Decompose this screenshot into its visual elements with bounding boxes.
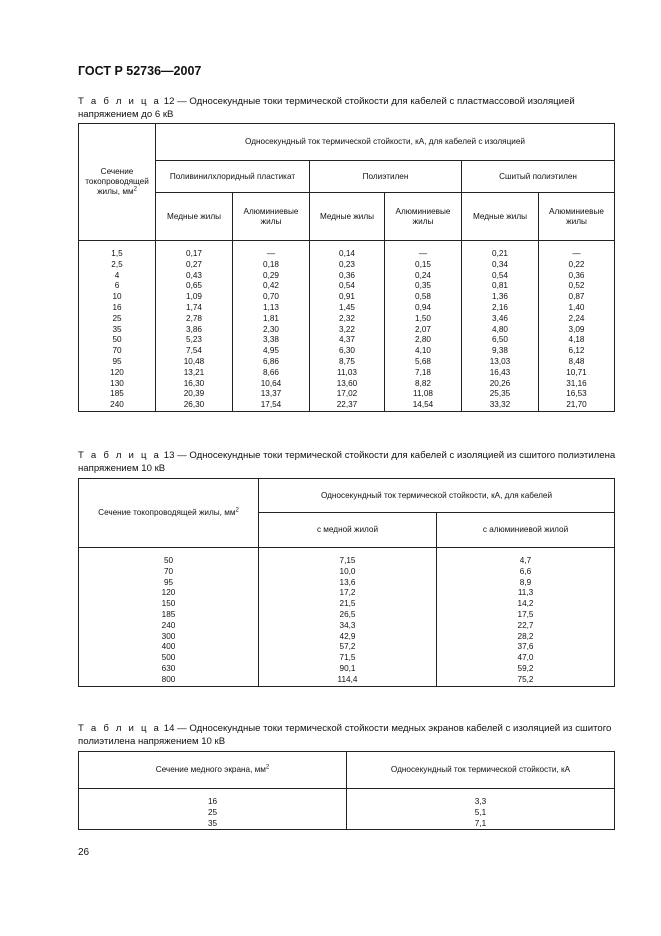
table-cell: 7,15 [259, 548, 437, 567]
table-cell: 8,66 [233, 368, 310, 379]
table-row [79, 675, 615, 686]
table-row [79, 292, 615, 303]
table-cell: 4,18 [539, 335, 615, 346]
table-cell: 17,2 [259, 588, 437, 599]
table-cell: 3,86 [156, 325, 233, 336]
table-cell: 3,3 [347, 789, 615, 808]
table-cell: 9,38 [462, 346, 539, 357]
table-row [79, 260, 615, 271]
table-row [79, 642, 615, 653]
table-cell: 0,15 [385, 260, 462, 271]
table-cell: 14,54 [385, 400, 462, 411]
table-row [79, 314, 615, 325]
table-cell: 10 [79, 292, 156, 303]
table-cell: 630 [79, 664, 259, 675]
table-cell: 185 [79, 610, 259, 621]
table-cell: 1,40 [539, 303, 615, 314]
table-cell: 10,64 [233, 379, 310, 390]
table13-copper-header: с медной жилой [259, 513, 437, 548]
table-cell: 2,5 [79, 260, 156, 271]
table-cell: 35 [79, 819, 347, 830]
table14-current-header: Односекундный ток термической стойкости, кА [347, 752, 615, 789]
table-cell: 3,38 [233, 335, 310, 346]
table-cell: 1,45 [310, 303, 385, 314]
table13-caption [78, 449, 616, 475]
table13-aluminium-header: с алюминиевой жилой [437, 513, 615, 548]
table-cell: 0,27 [156, 260, 233, 271]
table-row [79, 325, 615, 336]
table-cell: 4,7 [437, 548, 615, 567]
table-cell: 0,42 [233, 281, 310, 292]
table-cell: 114,4 [259, 675, 437, 686]
table12-pe-aluminium-header: Алюминиевые жилы [385, 193, 462, 241]
table-cell: 0,29 [233, 271, 310, 282]
table-row [79, 271, 615, 282]
table-cell: 34,3 [259, 621, 437, 632]
table-row [79, 789, 615, 808]
table14-section-header: Сечение медного экрана, $мм^2$ [79, 752, 347, 789]
table-cell: 16,30 [156, 379, 233, 390]
table-cell: 8,48 [539, 357, 615, 368]
table-row [79, 653, 615, 664]
table-cell: 59,2 [437, 664, 615, 675]
table-cell: 2,32 [310, 314, 385, 325]
table-cell: 240 [79, 400, 156, 411]
table-cell: 13,21 [156, 368, 233, 379]
table-cell: 4,80 [462, 325, 539, 336]
table-cell: 2,24 [539, 314, 615, 325]
table-cell: 1,50 [385, 314, 462, 325]
table-cell: 0,52 [539, 281, 615, 292]
table14-caption [78, 722, 616, 748]
table-cell: 0,87 [539, 292, 615, 303]
table-row [79, 548, 615, 567]
table-cell: 500 [79, 653, 259, 664]
table-cell: 0,22 [539, 260, 615, 271]
table-cell: 1,13 [233, 303, 310, 314]
table-cell: 0,18 [233, 260, 310, 271]
table12-xlpe-aluminium-header: Алюминиевые жилы [539, 193, 615, 241]
table-row [79, 303, 615, 314]
table-cell: 800 [79, 675, 259, 686]
table-cell: — [539, 241, 615, 260]
table-cell: 1,81 [233, 314, 310, 325]
table-cell: 120 [79, 368, 156, 379]
table-row [79, 610, 615, 621]
table-cell: 10,48 [156, 357, 233, 368]
table-cell: 20,26 [462, 379, 539, 390]
table-row [79, 379, 615, 390]
table-cell: 31,16 [539, 379, 615, 390]
table-cell: 2,16 [462, 303, 539, 314]
table-cell: 26,30 [156, 400, 233, 411]
table12-section-header: Сечение токопроводящей жилы, $мм^2$ [79, 124, 156, 241]
table-cell: 2,07 [385, 325, 462, 336]
table-cell: — [385, 241, 462, 260]
table-cell: 14,2 [437, 599, 615, 610]
table-cell: 37,6 [437, 642, 615, 653]
table-cell: 3,22 [310, 325, 385, 336]
table-cell: 130 [79, 379, 156, 390]
table-cell: 0,81 [462, 281, 539, 292]
table-cell: 35 [79, 325, 156, 336]
table12-xlpe-copper-header: Медные жилы [462, 193, 539, 241]
table-cell: 1,74 [156, 303, 233, 314]
table-cell: 11,08 [385, 389, 462, 400]
table-cell: 0,54 [310, 281, 385, 292]
table-cell: 16 [79, 303, 156, 314]
table-cell: 50 [79, 548, 259, 567]
table12-group-header: Односекундный ток термической стойкости, кА, для кабелей с изоляцией [156, 124, 615, 161]
table-cell: 185 [79, 389, 156, 400]
table-cell: 6,6 [437, 567, 615, 578]
table-cell: 42,9 [259, 632, 437, 643]
table-cell: 71,5 [259, 653, 437, 664]
table-cell: 3,09 [539, 325, 615, 336]
table13-label: Т а б л и ц а [78, 450, 162, 461]
table-cell: 5,23 [156, 335, 233, 346]
table-cell: 0,36 [539, 271, 615, 282]
document-header: ГОСТ Р 52736—2007 [78, 64, 202, 78]
table-cell: 4,95 [233, 346, 310, 357]
table-cell: 0,21 [462, 241, 539, 260]
table-cell: 57,2 [259, 642, 437, 653]
table-row [79, 281, 615, 292]
table-cell: 8,75 [310, 357, 385, 368]
table-cell: 1,09 [156, 292, 233, 303]
table-cell: 2,80 [385, 335, 462, 346]
table-row [79, 389, 615, 400]
table-cell: 0,70 [233, 292, 310, 303]
table14 [78, 751, 615, 830]
table12-label: Т а б л и ц а [78, 96, 162, 107]
table-cell: 0,23 [310, 260, 385, 271]
table12-pe-copper-header: Медные жилы [310, 193, 385, 241]
table12-pvc-copper-header: Медные жилы [156, 193, 233, 241]
table-cell: — [233, 241, 310, 260]
table-row [79, 578, 615, 589]
table-cell: 0,94 [385, 303, 462, 314]
table-cell: 17,02 [310, 389, 385, 400]
table-cell: 120 [79, 588, 259, 599]
table-cell: 7,54 [156, 346, 233, 357]
table-cell: 11,3 [437, 588, 615, 599]
table-cell: 47,0 [437, 653, 615, 664]
table13-caption-text: 13 — Односекундные токи термической стойкости для кабелей с изоляцией из сшитого полиэтилена напряжением 10 кВ [78, 450, 616, 474]
table-cell: 25 [79, 808, 347, 819]
table-cell: 50 [79, 335, 156, 346]
table-cell: 16,53 [539, 389, 615, 400]
table-cell: 26,5 [259, 610, 437, 621]
table-row [79, 335, 615, 346]
table12-caption-text: 12 — Односекундные токи термической стойкости для кабелей с пластмассовой изоляцией напряжением до 6 кВ [78, 96, 575, 120]
table-cell: 6,12 [539, 346, 615, 357]
table-row [79, 400, 615, 411]
table-cell: 0,54 [462, 271, 539, 282]
table-cell: 3,46 [462, 314, 539, 325]
table-cell: 4 [79, 271, 156, 282]
table-cell: 0,34 [462, 260, 539, 271]
table-row [79, 357, 615, 368]
table-row [79, 346, 615, 357]
table-cell: 21,5 [259, 599, 437, 610]
table-cell: 1,5 [79, 241, 156, 260]
table-cell: 6 [79, 281, 156, 292]
table-cell: 0,35 [385, 281, 462, 292]
table-cell: 95 [79, 357, 156, 368]
table-cell: 75,2 [437, 675, 615, 686]
table-cell: 2,78 [156, 314, 233, 325]
table-cell: 0,58 [385, 292, 462, 303]
table-cell: 22,7 [437, 621, 615, 632]
table13-section-header: Сечение токопроводящей жилы, $мм^2$ [79, 479, 259, 548]
table-row [79, 588, 615, 599]
table-cell: 95 [79, 578, 259, 589]
table-cell: 28,2 [437, 632, 615, 643]
table-row [79, 819, 615, 830]
table-cell: 11,03 [310, 368, 385, 379]
table13-group-header: Односекундный ток термической стойкости, кА, для кабелей [259, 479, 615, 513]
table-row [79, 567, 615, 578]
table-cell: 13,37 [233, 389, 310, 400]
table14-caption-text: 14 — Односекундные токи термической стойкости медных экранов кабелей с изоляцией из сшитого полиэтилена напряжением 10 кВ [78, 723, 612, 747]
table-cell: 8,82 [385, 379, 462, 390]
table-cell: 20,39 [156, 389, 233, 400]
table-cell: 0,91 [310, 292, 385, 303]
table-cell: 0,14 [310, 241, 385, 260]
table-cell: 13,03 [462, 357, 539, 368]
table-cell: 6,86 [233, 357, 310, 368]
table-cell: 10,0 [259, 567, 437, 578]
table-cell: 7,18 [385, 368, 462, 379]
table-cell: 0,24 [385, 271, 462, 282]
table12-caption [78, 95, 616, 121]
table-cell: 6,30 [310, 346, 385, 357]
table-row [79, 621, 615, 632]
table-cell: 240 [79, 621, 259, 632]
table-cell: 90,1 [259, 664, 437, 675]
table-cell: 0,43 [156, 271, 233, 282]
table-cell: 0,36 [310, 271, 385, 282]
table-cell: 400 [79, 642, 259, 653]
table-cell: 10,71 [539, 368, 615, 379]
table-cell: 5,1 [347, 808, 615, 819]
table-cell: 21,70 [539, 400, 615, 411]
table-cell: 70 [79, 346, 156, 357]
table-cell: 6,50 [462, 335, 539, 346]
table-cell: 0,65 [156, 281, 233, 292]
table-cell: 4,37 [310, 335, 385, 346]
table13 [78, 478, 615, 687]
table-cell: 13,60 [310, 379, 385, 390]
table-cell: 13,6 [259, 578, 437, 589]
table-cell: 70 [79, 567, 259, 578]
table12-xlpe-header: Сшитый полиэтилен [462, 161, 615, 193]
table-cell: 33,32 [462, 400, 539, 411]
table-cell: 25,35 [462, 389, 539, 400]
table-cell: 1,36 [462, 292, 539, 303]
table-cell: 16,43 [462, 368, 539, 379]
table12-pvc-header: Поливинилхлоридный пластикат [156, 161, 310, 193]
table-cell: 7,1 [347, 819, 615, 830]
table-cell: 8,9 [437, 578, 615, 589]
table-cell: 150 [79, 599, 259, 610]
table-row [79, 599, 615, 610]
table-row [79, 632, 615, 643]
table12 [78, 123, 615, 412]
table-cell: 17,5 [437, 610, 615, 621]
table-cell: 5,68 [385, 357, 462, 368]
table-cell: 300 [79, 632, 259, 643]
table-row [79, 664, 615, 675]
table-row [79, 808, 615, 819]
table-cell: 0,17 [156, 241, 233, 260]
table-row [79, 368, 615, 379]
table12-pvc-aluminium-header: Алюминиевые жилы [233, 193, 310, 241]
table-cell: 25 [79, 314, 156, 325]
table12-pe-header: Полиэтилен [310, 161, 462, 193]
table-cell: 2,30 [233, 325, 310, 336]
table-cell: 4,10 [385, 346, 462, 357]
table-cell: 16 [79, 789, 347, 808]
table-row [79, 241, 615, 260]
table14-label: Т а б л и ц а [78, 723, 162, 734]
table-cell: 17,54 [233, 400, 310, 411]
page-number: 26 [78, 847, 90, 858]
table-cell: 22,37 [310, 400, 385, 411]
